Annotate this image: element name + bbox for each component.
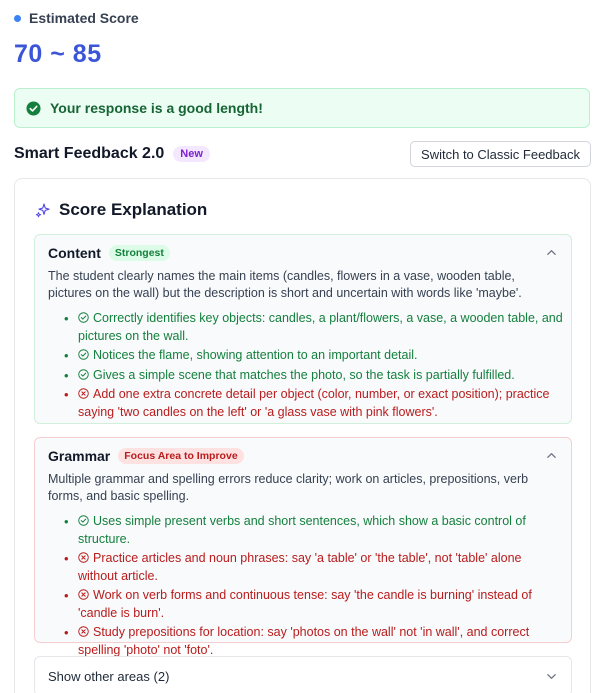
show-other-areas-toggle[interactable] xyxy=(34,656,572,693)
show-other-areas-label: Show other areas (2) xyxy=(48,668,170,684)
switch-to-classic-button[interactable]: Switch to Classic Feedback xyxy=(410,141,591,167)
grammar-section-title: Grammar xyxy=(48,448,111,464)
list-item: • Add one extra concrete detail per object (color, number, or exact position); practice saying 'two candles on the left' or 'a glass vase with pink flowers'. xyxy=(48,386,563,421)
status-dot xyxy=(14,15,21,22)
content-section-header xyxy=(48,245,170,261)
content-description: The student clearly names the main items (candles, flowers in a vase, wooden table, pictures on the wall) but the description is short and uncertain with words like 'maybe'. xyxy=(48,269,522,300)
x-circle-outline-icon xyxy=(78,388,89,399)
list-item: • Study prepositions for location: say 'photos on the wall' not 'in wall', and correct spelling 'photo' not 'foto'. xyxy=(48,624,563,659)
strongest-tag: Strongest xyxy=(109,245,170,261)
check-circle-outline-icon xyxy=(78,515,89,526)
content-section[interactable] xyxy=(34,234,572,424)
smart-feedback-title: Smart Feedback 2.0 xyxy=(14,145,165,162)
new-badge: New xyxy=(173,146,210,162)
content-section-title: Content xyxy=(48,245,101,261)
check-circle-outline-icon xyxy=(78,312,89,323)
list-item: • Practice articles and noun phrases: say 'a table' or 'the table', not 'table' alone without article. xyxy=(48,550,563,585)
check-circle-outline-icon xyxy=(78,349,89,360)
x-circle-outline-icon xyxy=(78,589,89,600)
focus-area-tag: Focus Area to Improve xyxy=(118,448,243,464)
estimated-score-label: Estimated Score xyxy=(29,10,139,26)
grammar-section-header xyxy=(48,448,244,464)
grammar-points-list xyxy=(48,513,563,661)
list-item: • Notices the flame, showing attention to an important detail. xyxy=(48,347,563,365)
content-points-list xyxy=(48,310,563,423)
check-circle-icon xyxy=(26,101,41,116)
score-range: 70 ~ 85 xyxy=(14,40,102,68)
list-item: • Correctly identifies key objects: candles, a plant/flowers, a vase, a wooden table, and pictures on the wall. xyxy=(48,310,563,345)
smart-feedback-header xyxy=(14,141,591,167)
list-item: • Gives a simple scene that matches the photo, so the task is partially fulfilled. xyxy=(48,367,563,385)
score-explanation-title: Score Explanation xyxy=(59,200,208,219)
chevron-up-icon[interactable] xyxy=(546,450,557,461)
x-circle-outline-icon xyxy=(78,552,89,563)
grammar-description: Multiple grammar and spelling errors reduce clarity; work on articles, prepositions, verb forms, and basic spelling. xyxy=(48,472,529,503)
check-circle-outline-icon xyxy=(78,369,89,380)
list-item: • Uses simple present verbs and short sentences, which show a basic control of structure. xyxy=(48,513,563,548)
length-notice-text: Your response is a good length! xyxy=(50,100,263,116)
list-item: • Work on verb forms and continuous tense: say 'the candle is burning' instead of 'candle is burn'. xyxy=(48,587,563,622)
chevron-up-icon[interactable] xyxy=(546,247,557,258)
score-explanation-header xyxy=(35,200,207,220)
score-explanation-card xyxy=(14,178,591,693)
chevron-down-icon xyxy=(546,671,557,682)
estimated-score-header xyxy=(14,10,139,26)
sparkle-icon xyxy=(35,202,51,218)
grammar-section[interactable] xyxy=(34,437,572,657)
length-notice xyxy=(14,88,590,128)
x-circle-outline-icon xyxy=(78,626,89,637)
